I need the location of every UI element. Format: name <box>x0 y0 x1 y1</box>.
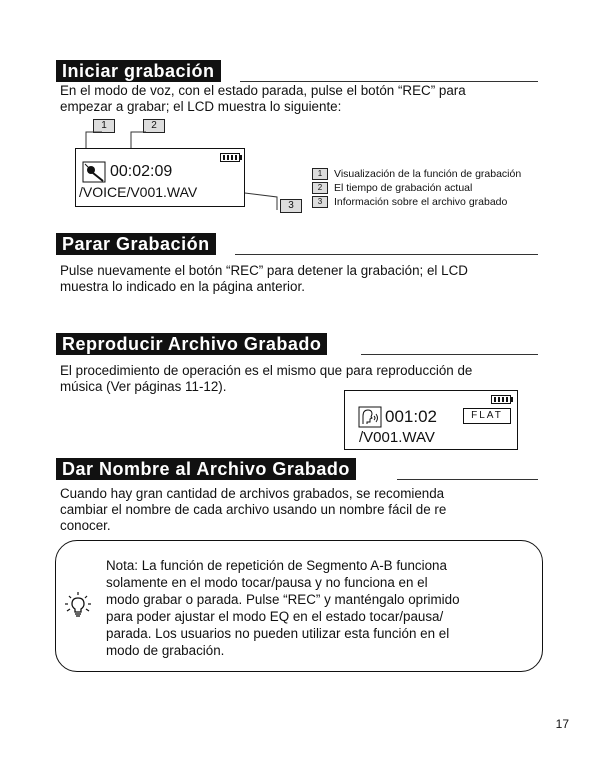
section-title-reproducir: Reproducir Archivo Grabado <box>56 333 327 355</box>
legend-num: 1 <box>312 168 328 180</box>
text-line: Pulse nuevamente el botón “REC” para detener la grabación; el LCD <box>60 263 468 278</box>
eq-mode-label: FLAT <box>463 408 511 424</box>
note-line: solamente en el modo tocar/pausa y no funciona en el <box>106 575 428 590</box>
legend-text: El tiempo de grabación actual <box>334 182 473 194</box>
section-rule <box>397 479 538 480</box>
battery-icon <box>491 395 511 404</box>
text-line: conocer. <box>60 518 111 533</box>
legend-text: Información sobre el archivo grabado <box>334 196 508 208</box>
note-text <box>106 557 526 659</box>
voice-head-icon <box>358 406 382 428</box>
note-line: Nota: La función de repetición de Segmento A-B funciona <box>106 558 447 573</box>
lcd-record-time: 00:02:09 <box>110 163 173 180</box>
section-text-parar <box>60 263 540 295</box>
text-line: música (Ver páginas 11-12). <box>60 379 227 394</box>
lcd-record-display <box>75 148 245 207</box>
section-text-nombre <box>60 486 540 534</box>
note-line: para poder ajustar el modo EQ en el estado tocar/pausa/ <box>106 609 444 624</box>
callout-3: 3 <box>280 199 302 213</box>
microphone-record-icon <box>82 161 108 183</box>
callout-1: 1 <box>93 119 115 133</box>
section-rule <box>361 354 538 355</box>
lightbulb-icon <box>63 590 93 620</box>
legend <box>312 167 521 209</box>
text-line: En el modo de voz, con el estado parada, pulse el botón “REC” para <box>60 83 466 98</box>
callout-2: 2 <box>143 119 165 133</box>
text-line: muestra lo indicado en la página anterior. <box>60 279 305 294</box>
text-line: empezar a grabar; el LCD muestra lo siguiente: <box>60 99 342 114</box>
lcd-play-time: 001:02 <box>385 407 437 426</box>
text-line: cambiar el nombre de cada archivo usando un nombre fácil de re <box>60 502 447 517</box>
note-line: modo de grabación. <box>106 643 225 658</box>
legend-item <box>312 167 521 181</box>
section-rule <box>235 254 538 255</box>
section-title-iniciar: Iniciar grabación <box>56 60 221 82</box>
lcd-play-file: /V001.WAV <box>359 429 435 446</box>
legend-num: 2 <box>312 182 328 194</box>
lcd-play-display <box>344 390 518 450</box>
note-line: modo grabar o parada. Pulse “REC” y manténgalo oprimido <box>106 592 460 607</box>
legend-item <box>312 195 521 209</box>
legend-text: Visualización de la función de grabación <box>334 168 522 180</box>
page-number: 17 <box>555 717 569 731</box>
legend-item <box>312 181 521 195</box>
note-line: parada. Los usuarios no pueden utilizar esta función en el <box>106 626 450 641</box>
legend-num: 3 <box>312 196 328 208</box>
section-title-parar: Parar Grabación <box>56 233 216 255</box>
text-line: Cuando hay gran cantidad de archivos grabados, se recomienda <box>60 486 445 501</box>
text-line: El procedimiento de operación es el mismo que para reproducción de <box>60 363 473 378</box>
lcd-record-file: /VOICE/V001.WAV <box>79 184 198 200</box>
battery-icon <box>220 153 240 162</box>
section-title-nombre: Dar Nombre al Archivo Grabado <box>56 458 356 480</box>
